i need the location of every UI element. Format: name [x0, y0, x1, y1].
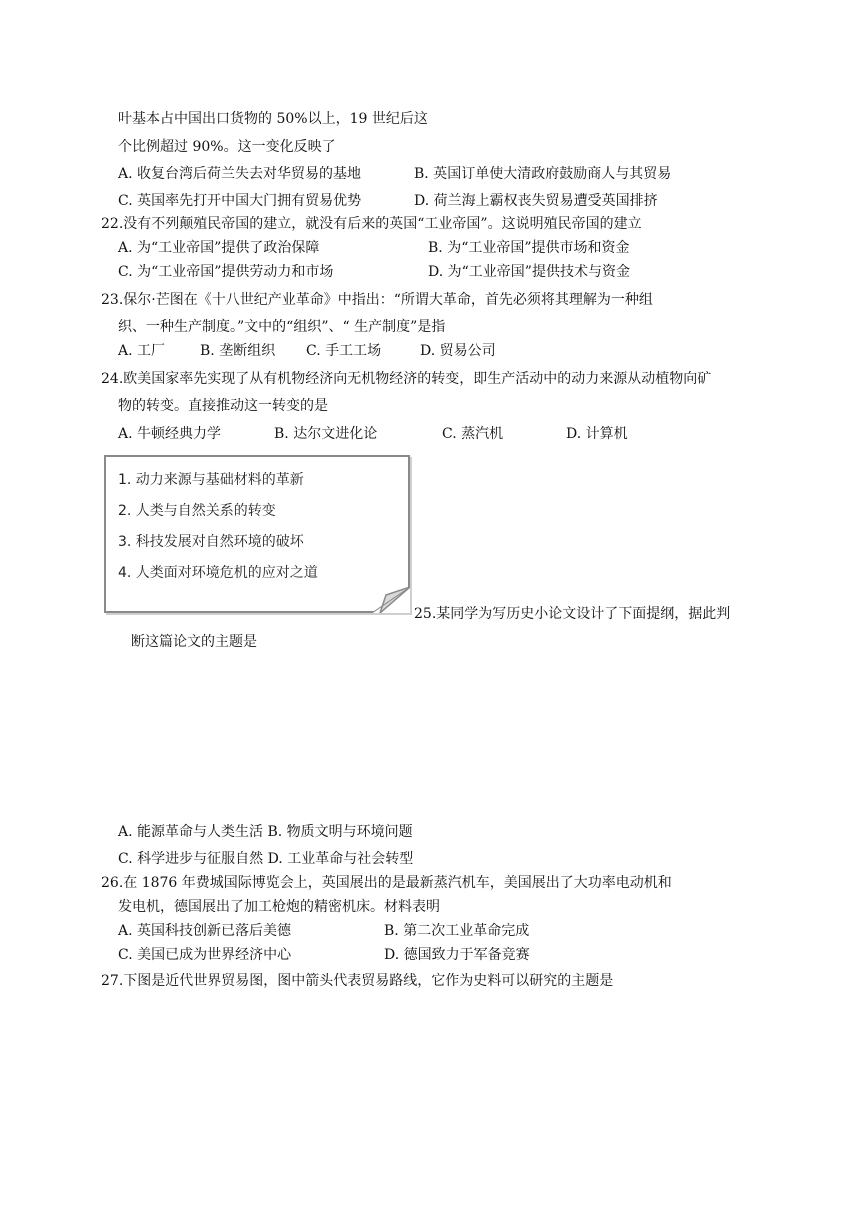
q24-option-d: D. 计算机: [566, 426, 628, 442]
q22-option-a: A. 为“工业帝国”提供了政治保障: [118, 240, 320, 256]
q27-stem: 27.下图是近代世界贸易图，图中箭头代表贸易路线，它作为史料可以研究的主题是: [101, 973, 614, 989]
q24-option-c: C. 蒸汽机: [442, 426, 504, 442]
q26-option-a: A. 英国科技创新已落后美德: [118, 923, 292, 939]
q23-option-a: A. 工厂: [118, 343, 166, 359]
q23-stem-line-2: 织、一种生产制度。”文中的“组织”、“ 生产制度”是指: [118, 319, 446, 335]
q25-option-ab: A. 能源革命与人类生活 B. 物质文明与环境问题: [118, 824, 413, 840]
q26-option-b: B. 第二次工业革命完成: [384, 923, 530, 939]
q24-option-a: A. 牛顿经典力学: [118, 426, 222, 442]
q24-stem-line-1: 24.欧美国家率先实现了从有机物经济向无机物经济的转变，即生产活动中的动力来源从动植物向矿: [101, 371, 712, 387]
q21-option-b: B. 英国订单使大清政府鼓励商人与其贸易: [414, 166, 672, 182]
q26-option-d: D. 德国致力于军备竞赛: [384, 947, 530, 963]
outline-item-2: 2. 人类与自然关系的转变: [118, 503, 276, 519]
outline-item-3: 3. 科技发展对自然环境的破坏: [118, 534, 304, 550]
q21-option-d: D. 荷兰海上霸权丧失贸易遭受英国排挤: [414, 193, 658, 209]
q25-option-cd: C. 科学进步与征服自然 D. 工业革命与社会转型: [118, 851, 414, 867]
q21-option-a: A. 收复台湾后荷兰失去对华贸易的基地: [118, 166, 362, 182]
q26-stem-line-2: 发电机，德国展出了加工枪炮的精密机床。材料表明: [118, 899, 440, 915]
q22-option-d: D. 为“工业帝国”提供技术与资金: [428, 264, 630, 280]
outline-item-4: 4. 人类面对环境危机的应对之道: [118, 565, 318, 581]
outline-note: [104, 455, 410, 613]
q23-option-b: B. 垄断组织: [200, 343, 276, 359]
q23-stem-line-1: 23.保尔·芒图在《十八世纪产业革命》中指出：“所谓大革命，首先必须将其理解为一种组: [101, 292, 653, 308]
q23-option-d: D. 贸易公司: [420, 343, 496, 359]
outline-item-1: 1. 动力来源与基础材料的革新: [118, 472, 304, 488]
q22-option-b: B. 为“工业帝国”提供市场和资金: [428, 240, 630, 256]
q25-stem-line-1: 25.某同学为写历史小论文设计了下面提纲，据此判: [414, 606, 731, 622]
q25-stem-line-2: 断这篇论文的主题是: [131, 634, 257, 650]
q21-stem-line-1: 叶基本占中国出口货物的 50%以上，19 世纪后这: [118, 111, 428, 127]
q21-stem-line-2: 个比例超过 90%。这一变化反映了: [118, 139, 336, 155]
q26-option-c: C. 美国已成为世界经济中心: [118, 947, 292, 963]
q24-option-b: B. 达尔文进化论: [274, 426, 378, 442]
page-curl-icon: [372, 587, 410, 613]
q21-option-c: C. 英国率先打开中国大门拥有贸易优势: [118, 193, 362, 209]
q26-stem-line-1: 26.在 1876 年费城国际博览会上，英国展出的是最新蒸汽机车，美国展出了大功率电动机和: [101, 875, 672, 891]
q22-stem: 22.没有不列颠殖民帝国的建立，就没有后来的英国“工业帝国”。这说明殖民帝国的建立: [101, 216, 642, 232]
q24-stem-line-2: 物的转变。直接推动这一转变的是: [118, 398, 328, 414]
q22-option-c: C. 为“工业帝国”提供劳动力和市场: [118, 264, 334, 280]
q23-option-c: C. 手工工场: [306, 343, 382, 359]
